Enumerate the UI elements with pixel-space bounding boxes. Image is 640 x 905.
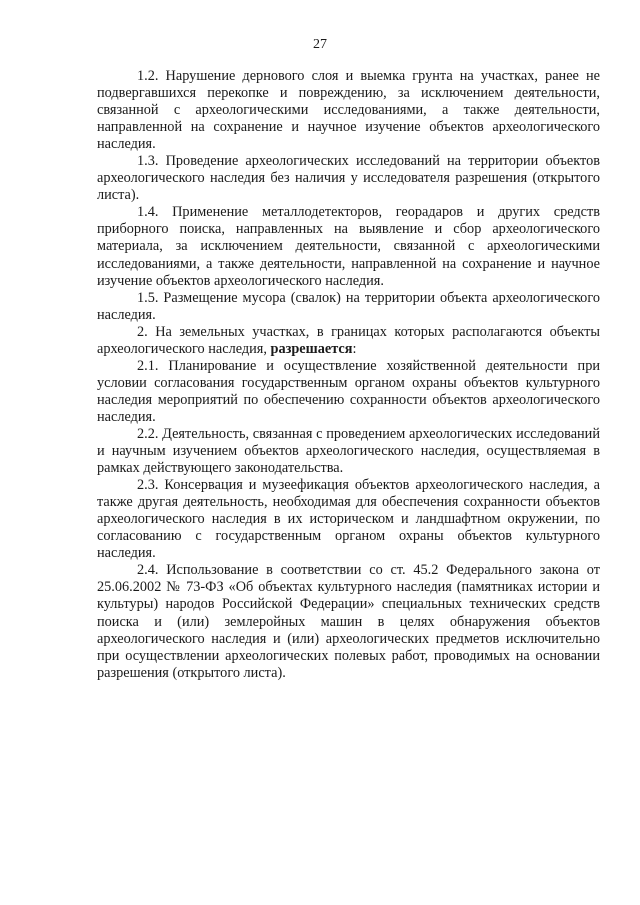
paragraph-2-2: 2.2. Деятельность, связанная с проведением археологических исследований и научным изучением объектов археологического наследия, осуществляемая в рамках действующего законодательства. [97, 425, 600, 477]
paragraph-1-4: 1.4. Применение металлодетекторов, георадаров и других средств приборного поиска, направленных на выявление и сбор археологического материала, за исключением деятельности, связанной с археологическими исследованиями, а также деятельности, направленной на сохранение и научное изучение объектов археологического наследия. [97, 204, 600, 289]
paragraph-2 [97, 324, 600, 358]
paragraph-2-4: 2.4. Использование в соответствии со ст. 45.2 Федерального закона от 25.06.2002 № 73-ФЗ «Об объектах культурного наследия (памятниках истории и культуры) народов Российской Федерации» специальных технических средств поиска и (или) землеройных машин в целях обнаружения объектов археологического наследия и (или) археологических предметов исключительно при осуществлении археологических полевых работ, проводимых на основании разрешения (открытого листа). [97, 562, 600, 681]
paragraph-2-text: 2. На земельных участках, в границах которых располагаются объекты археологического наследия, [97, 323, 600, 357]
paragraph-2-1: 2.1. Планирование и осуществление хозяйственной деятельности при условии согласования государственным органом охраны объектов культурного наследия мероприятий по обеспечению сохранности объектов археологического наследия. [97, 357, 600, 425]
paragraph-2-bold: разрешается [270, 340, 353, 357]
paragraph-1-2: 1.2. Нарушение дернового слоя и выемка грунта на участках, ранее не подвергавшихся перекопке и повреждению, за исключением деятельности, связанной с археологическими исследованиями, а также деятельности, направленной на сохранение и научное изучение объектов археологического наследия. [97, 68, 600, 153]
paragraph-1-3: 1.3. Проведение археологических исследований на территории объектов археологического наследия без наличия у исследователя разрешения (открытого листа). [97, 153, 600, 204]
page-number: 27 [313, 37, 327, 52]
document-body [97, 68, 600, 682]
paragraph-2-tail: : [352, 340, 357, 357]
paragraph-1-5: 1.5. Размещение мусора (свалок) на территории объекта археологического наследия. [97, 289, 600, 323]
paragraph-2-3: 2.3. Консервация и музеефикация объектов археологического наследия, а также другая деятельность, необходимая для обеспечения сохранности объектов археологического наследия в их историческом и ландшафтном окружении, по согласованию с государственным органом охраны объектов культурного наследия. [97, 477, 600, 562]
